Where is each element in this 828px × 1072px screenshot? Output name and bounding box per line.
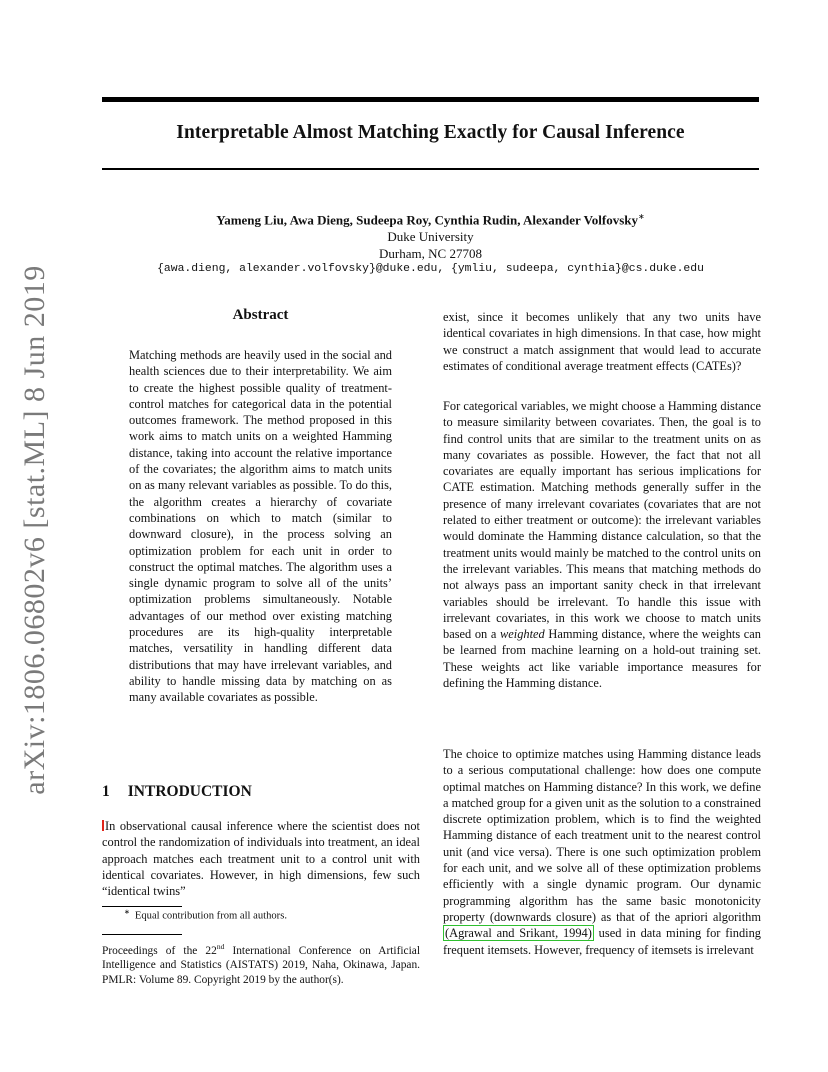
citation-link[interactable]: (Agrawal and Srikant, 1994) [445, 926, 592, 941]
arxiv-stamp: arXiv:1806.06802v6 [stat.ML] 8 Jun 2019 [18, 265, 51, 795]
top-rule [102, 97, 759, 102]
right-paragraph-1: exist, since it becomes unlikely that any two units have identical covariates in high dimensions. In that case, how might we construct a match assignment that would lead to accurate estimates of conditional average treatment effects (CATEs)? [443, 310, 761, 373]
address: Durham, NC 27708 [379, 246, 482, 261]
p2-emphasis: weighted [500, 627, 545, 642]
author-names: Yameng Liu, Awa Dieng, Sudeepa Roy, Cynthia Rudin, Alexander Volfovsky [216, 212, 639, 228]
p3-text-b: used in data mining for finding frequent itemsets. However, frequency of itemsets is irrelevant [443, 926, 761, 957]
abstract-heading: Abstract [232, 307, 289, 323]
section-title: INTRODUCTION [127, 783, 252, 800]
cursor-mark [102, 820, 104, 831]
right-paragraph-2 [443, 398, 761, 691]
proceedings-after: International Conference on Artificial Intelligence and Statistics (AISTATS) 2019, Naha, Okinawa, Japan. PMLR: Volume 89. Copyright 2019 by the author(s). [102, 944, 420, 986]
intro-left-text: In observational causal inference where the scientist does not control the randomization of individuals into treatment, an ideal approach matches each treatment unit to a control unit with identical covariates. However, in high dimensions, few such “identical twins” [102, 819, 420, 899]
proceedings-note [102, 940, 420, 988]
author-mark: ∗ [638, 212, 645, 221]
p3-text-a: The choice to optimize matches using Hamming distance leads to a serious computational challenge: how does one compute optimal matches on Hamming distance? In this work, we define a matched group for a given unit as the solution to a constrained discrete optimization problem, which is to find the weighted Hamming distance of each treatment unit to the nearest control unit (and vice versa). There is one such optimization problem for each unit, and we solve all of these optimization problems efficiently with a single dynamic program. Our dynamic programming algorithm has the same basic monotonicity property (downwards closure) as that of the apriori algorithm [443, 747, 761, 924]
author-list [102, 212, 759, 228]
footnote [102, 908, 287, 922]
footnote-text: Equal contribution from all authors. [134, 910, 287, 922]
author-emails: {awa.dieng, alexander.volfovsky}@duke.edu, {ymliu, sudeepa, cynthia}@cs.duke.edu [157, 263, 704, 275]
section-heading [102, 783, 252, 801]
section-number: 1 [102, 783, 110, 800]
abstract-text: Matching methods are heavily used in the social and health sciences due to their interpretability. We aim to create the highest possible quality of treatment-control matches for categorical data in the potential outcomes framework. The method proposed in this work aims to match units on a weighted Hamming distance, taking into account the relative importance of the covariates; the algorithm aims to match units on as many relevant variables as possible. To do this, the algorithm creates a hierarchy of covariate combinations on which to match (similar to downward closure), in the process solving an optimization problem for each unit in order to construct the optimal matches. The algorithm uses a single dynamic program to solve all of the units’ optimization problems simultaneously. Notable advantages of our method over existing matching procedures are its high-quality interpretable matches, versatility in handling different data distributions that may have irrelevant variables, and ability to handle missing data by matching on as many available covariates as possible. [129, 348, 392, 705]
paper-title: Interpretable Almost Matching Exactly for Causal Inference [176, 122, 685, 143]
p2-text-b: Hamming distance, where the weights can be learned from machine learning on a hold-out training set. These weights act like variable importance measures for defining the Hamming distance. [443, 627, 761, 691]
proceedings-sup: nd [216, 942, 225, 951]
title-rule [102, 168, 759, 170]
footnote-rule [102, 906, 182, 907]
right-paragraph-3 [443, 746, 761, 958]
proceedings-before: Proceedings of the 22 [102, 944, 217, 957]
p2-text-a: For categorical variables, we might choose a Hamming distance to measure similarity between covariates. Then, the goal is to find control units that are similar to the treatment units on as many covariates as possible. However, the fact that not all covariates are equally important has serious implications for CATE estimation. Matching methods generally suffer in the presence of many irrelevant covariates (covariates that are not related to either treatment or outcome): the irrelevant variables would dominate the Hamming distance calculation, so that the treatment units would mainly be matched to the control units on the irrelevant variables. This means that matching methods do not always pass an important sanity check in that irrelevant variables should be irrelevant. To handle this issue with irrelevant covariates, in this work we choose to match units based on a [443, 399, 761, 642]
proceedings-rule [102, 934, 182, 935]
footnote-mark: ∗ [124, 908, 130, 916]
affiliation: Duke University [387, 229, 474, 244]
intro-paragraph-left [102, 818, 420, 899]
